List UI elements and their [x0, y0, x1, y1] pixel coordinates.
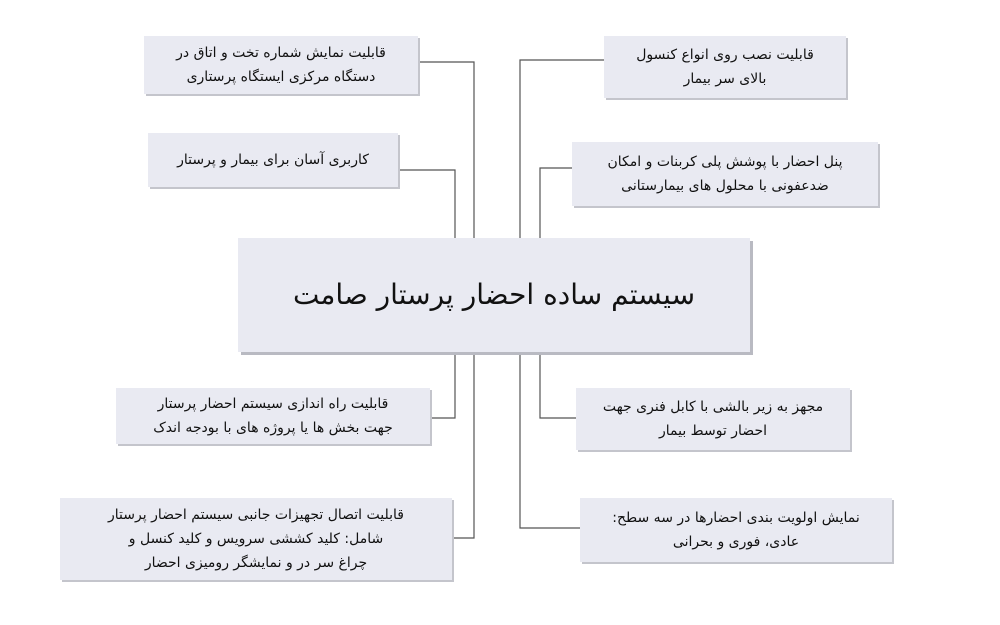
box-polycarbonate-panel — [572, 142, 878, 206]
center-title: سیستم ساده احضار پرستار صامت — [292, 278, 696, 311]
box-low-budget — [116, 388, 430, 444]
center-node — [238, 238, 750, 352]
box-line: شامل: کلید کششی سرویس و کلید کنسل و — [128, 531, 384, 547]
box-line: عادی، فوری و بحرانی — [672, 534, 800, 550]
box-line: بالای سر بیمار — [683, 71, 767, 87]
box-bed-room-display — [144, 36, 418, 94]
connector-br2 — [520, 352, 580, 528]
box-peripherals — [60, 498, 452, 580]
box-line: قابلیت اتصال تجهیزات جانبی سیستم احضار پرستار — [108, 507, 404, 523]
box-line: قابلیت راه اندازی سیستم احضار پرستار — [157, 396, 389, 412]
box-line: ضدعفونی با محلول های بیمارستانی — [621, 178, 829, 194]
box-line: مجهز به زیر بالشی با کابل فنری جهت — [602, 399, 824, 415]
connector-tl2 — [398, 170, 455, 238]
box-line: قابلیت نمایش شماره تخت و اتاق در — [176, 45, 386, 61]
connector-tl1 — [418, 62, 474, 238]
box-line: پنل احضار با پوشش پلی کربنات و امکان — [607, 154, 843, 170]
box-line: قابلیت نصب روی انواع کنسول — [636, 47, 814, 63]
box-line: نمایش اولویت بندی احضارها در سه سطح: — [612, 510, 860, 526]
connector-br1 — [540, 352, 576, 418]
box-pillow-cable — [576, 388, 850, 450]
box-line: احضار توسط بیمار — [658, 423, 767, 439]
box-line: جهت بخش ها یا پروژه های با بودجه اندک — [153, 420, 393, 436]
box-line: کاربری آسان برای بیمار و پرستار — [177, 152, 369, 168]
connector-bl1 — [430, 352, 455, 418]
box-priority-levels — [580, 498, 892, 562]
box-line: دستگاه مرکزی ایستگاه پرستاری — [186, 69, 376, 85]
box-easy-use — [148, 133, 398, 187]
connector-tr2 — [540, 168, 572, 238]
box-line: چراغ سر در و نمایشگر رومیزی احضار — [144, 555, 368, 571]
box-console-install — [604, 36, 846, 98]
